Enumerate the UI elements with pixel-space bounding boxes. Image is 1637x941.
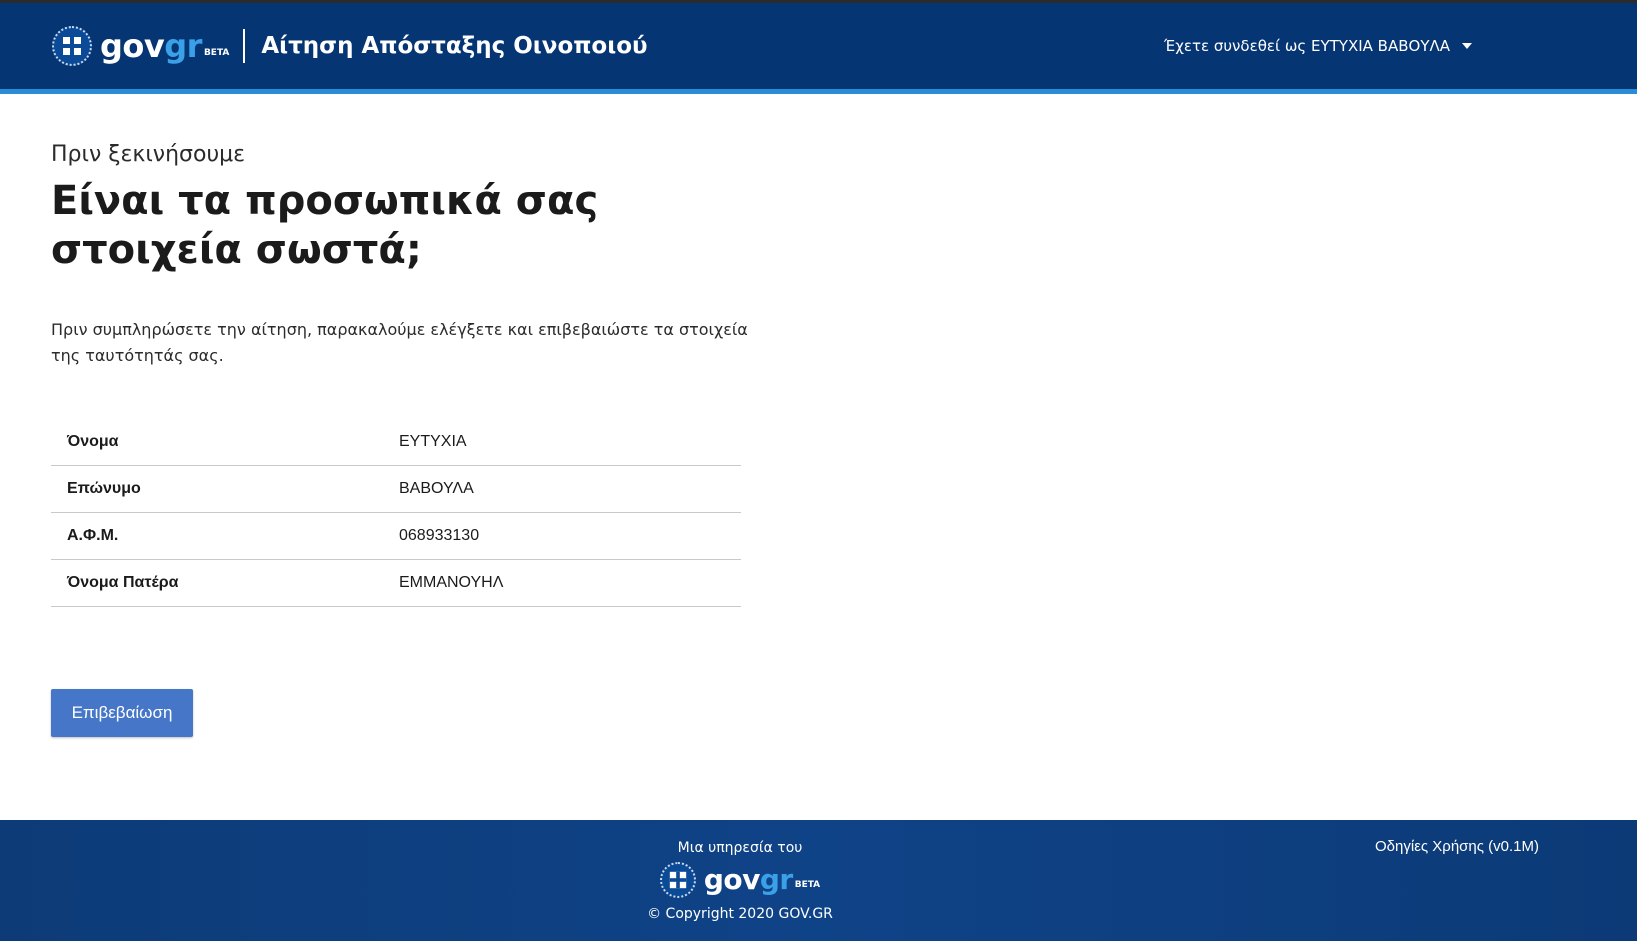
header-divider xyxy=(243,29,245,63)
table-row xyxy=(51,466,741,513)
detail-value: ΒΑΒΟΥΛΑ xyxy=(398,466,741,513)
logo-gr: gr xyxy=(759,863,793,896)
confirm-button[interactable]: Επιβεβαίωση xyxy=(51,689,193,737)
logo-gov: gov xyxy=(100,27,165,65)
footer-service-of: Μια υπηρεσία του xyxy=(677,840,803,856)
main-content xyxy=(51,142,751,607)
detail-value: 068933130 xyxy=(398,513,741,560)
detail-label: Α.Φ.Μ. xyxy=(51,513,398,560)
detail-value: ΕΜΜΑΝΟΥΗΛ xyxy=(398,560,741,607)
logo-beta: BETA xyxy=(794,880,821,890)
detail-label: Όνομα Πατέρα xyxy=(51,560,398,607)
personal-details-table xyxy=(51,419,741,607)
detail-value: ΕΥΤΥΧΙΑ xyxy=(398,419,741,466)
footer-copyright: © Copyright 2020 GOV.GR xyxy=(647,906,833,922)
logo-gr: gr xyxy=(164,27,202,65)
detail-label: Όνομα xyxy=(51,419,398,466)
brand[interactable] xyxy=(52,3,648,89)
detail-label: Επώνυμο xyxy=(51,466,398,513)
footer-govgr-logo-link[interactable] xyxy=(640,862,840,898)
logo-gov: gov xyxy=(703,863,760,896)
user-guide-link[interactable]: Οδηγίες Χρήσης (v0.1M) xyxy=(1375,838,1539,855)
page-title: Είναι τα προσωπικά σας στοιχεία σωστά; xyxy=(51,178,599,273)
site-footer xyxy=(0,820,1637,941)
lead-text: Πριν συμπληρώσετε την αίτηση, παρακαλούμε ελέγξετε και επιβεβαιώστε τα στοιχεία της ταυτότητάς σας. xyxy=(51,320,748,365)
site-header xyxy=(0,3,1637,89)
page-caption: Πριν ξεκινήσουμε xyxy=(51,142,246,167)
header-accent-bar xyxy=(0,89,1637,94)
footer-brand xyxy=(640,840,840,922)
logo-beta: BETA xyxy=(203,48,230,58)
greek-state-emblem-icon xyxy=(660,862,696,898)
user-menu-label: Έχετε συνδεθεί ως ΕΥΤΥΧΙΑ ΒΑΒΟΥΛΑ xyxy=(1164,37,1451,55)
greek-state-emblem-icon xyxy=(52,26,92,66)
table-row xyxy=(51,560,741,607)
govgr-logo xyxy=(703,863,821,896)
user-menu-toggle[interactable] xyxy=(1164,3,1472,89)
govgr-logo xyxy=(100,27,230,65)
table-row xyxy=(51,419,741,466)
service-title: Αίτηση Απόσταξης Οινοποιού xyxy=(261,33,648,59)
table-row xyxy=(51,513,741,560)
caret-down-icon xyxy=(1462,43,1472,49)
